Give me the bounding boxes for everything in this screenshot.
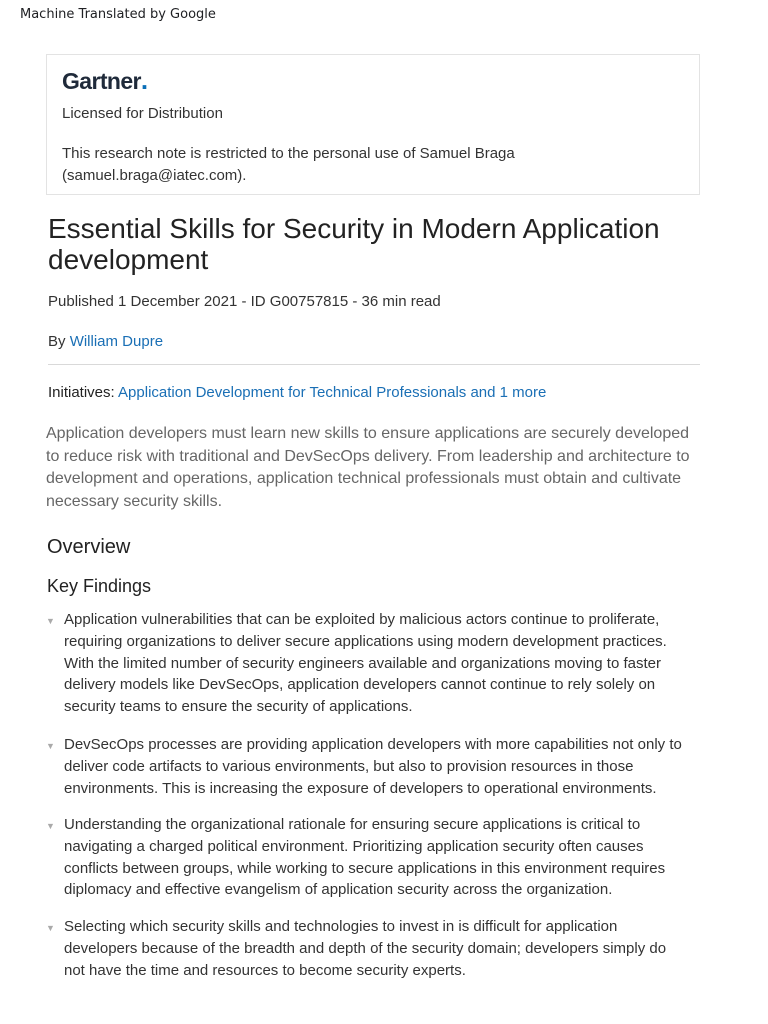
finding-text: Understanding the organizational rationale for ensuring secure applications is critical to navigating a charged political environment. Prioritizing application security often causes conflicts between groups, while working to secure applications in this environment requires diplomacy and effective evangelism of application security across the organization. xyxy=(64,816,666,899)
license-note: This research note is restricted to the personal use of Samuel Braga (samuel.braga@iatec.com). xyxy=(62,145,515,184)
list-item xyxy=(46,814,686,901)
finding-text: Application vulnerabilities that can be exploited by malicious actors continue to proliferate, requiring organizations to deliver secure applications using modern development practices. With the limited number of security engineers available and organizations moving to faster delivery models like DevSecOps, application developers cannot continue to rely solely on security teams to ensure the security of applications. xyxy=(64,611,667,716)
byline xyxy=(48,333,163,350)
logo-dot: . xyxy=(140,65,148,95)
publication-meta: Published 1 December 2021 - ID G00757815 - 36 min read xyxy=(48,293,441,310)
bullet-icon: ▼ xyxy=(46,821,55,831)
key-findings-heading: Key Findings xyxy=(47,576,152,596)
overview-heading: Overview xyxy=(47,536,131,558)
bullet-icon: ▼ xyxy=(46,923,55,933)
list-item xyxy=(46,734,686,799)
bullet-icon: ▼ xyxy=(46,741,55,751)
list-item xyxy=(46,609,686,718)
list-item xyxy=(46,916,686,981)
divider xyxy=(48,364,700,365)
machine-translated-banner: Machine Translated by Google xyxy=(20,7,216,22)
bullet-icon: ▼ xyxy=(46,616,55,626)
finding-text: DevSecOps processes are providing application developers with more capabilities not only to deliver code artifacts to various environments, but also to provision resources in those environments. This is increasing the exposure of developers to operational environments. xyxy=(64,736,682,797)
license-label: Licensed for Distribution xyxy=(62,105,223,122)
by-label: By xyxy=(48,333,66,350)
initiatives-line xyxy=(48,384,546,401)
gartner-logo[interactable] xyxy=(62,65,148,96)
initiatives-label: Initiatives: xyxy=(48,384,115,401)
logo-text: Gartner xyxy=(62,68,141,94)
initiatives-link[interactable]: Application Development for Technical Professionals and 1 more xyxy=(118,384,547,401)
finding-text: Selecting which security skills and technologies to invest in is difficult for application developers because of the breadth and depth of the security domain; developers simply do not have the time and resources to become security experts. xyxy=(64,918,667,979)
page-title: Essential Skills for Security in Modern Application development xyxy=(48,213,660,275)
author-link[interactable]: William Dupre xyxy=(69,333,164,350)
license-box xyxy=(46,54,700,195)
summary-paragraph: Application developers must learn new skills to ensure applications are securely developed to reduce risk with traditional and DevSecOps delivery. From leadership and architecture to development and operations, application technical professionals must obtain and cultivate necessary security skills. xyxy=(46,425,690,511)
